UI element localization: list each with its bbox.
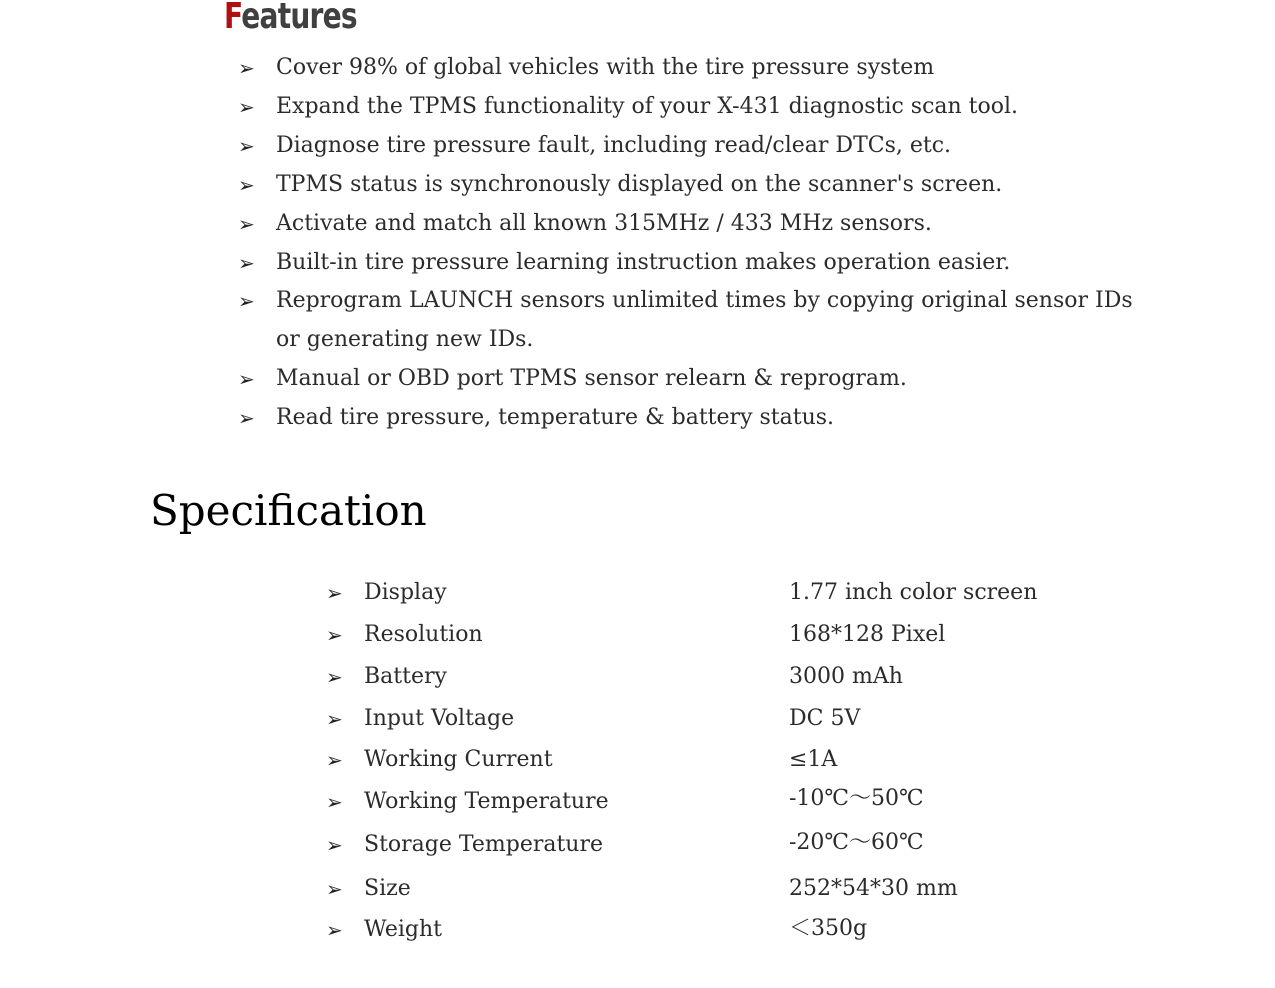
spec-row [326,699,1126,739]
feature-text: Reprogram LAUNCH sensors unlimited times by copying original sensor IDs or generating new IDs. [276,288,1133,353]
feature-item [238,166,1138,205]
spec-label: Input Voltage [364,706,515,731]
features-heading-rest: eatures [241,0,357,37]
spec-value: -10℃〜50℃ [789,786,924,811]
feature-item [238,399,1138,438]
spec-row [326,910,1126,950]
spec-value: -20℃〜60℃ [789,830,924,855]
spec-row [326,615,1126,655]
features-heading [224,0,357,37]
spec-value: ≤1A [789,747,838,772]
spec-label: Battery [364,664,447,689]
feature-text: TPMS status is synchronously displayed on the scanner's screen. [276,171,1003,197]
arrow-bullet-icon: ➢ [238,367,255,392]
arrow-bullet-icon: ➢ [238,133,255,158]
arrow-bullet-icon: ➢ [238,211,255,236]
arrow-bullet-icon: ➢ [326,918,343,942]
spec-value: ＜350g [789,916,868,941]
spec-row [326,825,1126,865]
spec-label: Working Temperature [364,789,609,814]
spec-label: Storage Temperature [364,832,604,857]
spec-row [326,573,1126,613]
feature-text: Built-in tire pressure learning instruction makes operation easier. [276,249,1011,275]
arrow-bullet-icon: ➢ [326,877,343,901]
feature-text: Expand the TPMS functionality of your X-431 diagnostic scan tool. [276,93,1019,119]
arrow-bullet-icon: ➢ [238,56,255,80]
specification-heading: Specification [150,486,427,535]
spec-label: Working Current [364,747,553,772]
feature-item [238,127,1138,166]
arrow-bullet-icon: ➢ [238,289,255,314]
spec-value: 3000 mAh [789,664,903,689]
feature-item [238,282,1138,360]
features-list [238,49,1138,438]
arrow-bullet-icon: ➢ [238,406,255,431]
spec-value: DC 5V [789,706,861,731]
spec-row [326,740,1126,780]
feature-text: Activate and match all known 315MHz / 433 MHz sensors. [276,210,932,236]
spec-label: Display [364,580,447,605]
arrow-bullet-icon: ➢ [238,172,255,197]
arrow-bullet-icon: ➢ [326,707,343,731]
arrow-bullet-icon: ➢ [326,581,343,605]
arrow-bullet-icon: ➢ [238,94,255,119]
arrow-bullet-icon: ➢ [326,790,343,814]
feature-item [238,205,1138,244]
spec-row [326,657,1126,697]
feature-text: Cover 98% of global vehicles with the tire pressure system [276,55,935,80]
spec-row [326,869,1126,909]
arrow-bullet-icon: ➢ [326,748,343,772]
spec-label: Size [364,876,411,901]
feature-item [238,88,1138,127]
feature-item [238,360,1138,399]
spec-row [326,782,1126,822]
feature-item [238,244,1138,283]
arrow-bullet-icon: ➢ [326,665,343,689]
feature-text: Manual or OBD port TPMS sensor relearn & reprogram. [276,366,907,392]
feature-item [238,49,1138,88]
arrow-bullet-icon: ➢ [326,833,343,857]
spec-value: 168*128 Pixel [789,622,946,647]
arrow-bullet-icon: ➢ [326,623,343,647]
feature-text: Read tire pressure, temperature & battery status. [276,405,835,431]
spec-value: 1.77 inch color screen [789,580,1038,605]
spec-label: Weight [364,917,442,942]
arrow-bullet-icon: ➢ [238,250,255,275]
spec-label: Resolution [364,622,483,647]
spec-value: 252*54*30 mm [789,876,958,901]
feature-text: Diagnose tire pressure fault, including read/clear DTCs, etc. [276,132,952,158]
features-heading-initial: F [224,0,242,37]
